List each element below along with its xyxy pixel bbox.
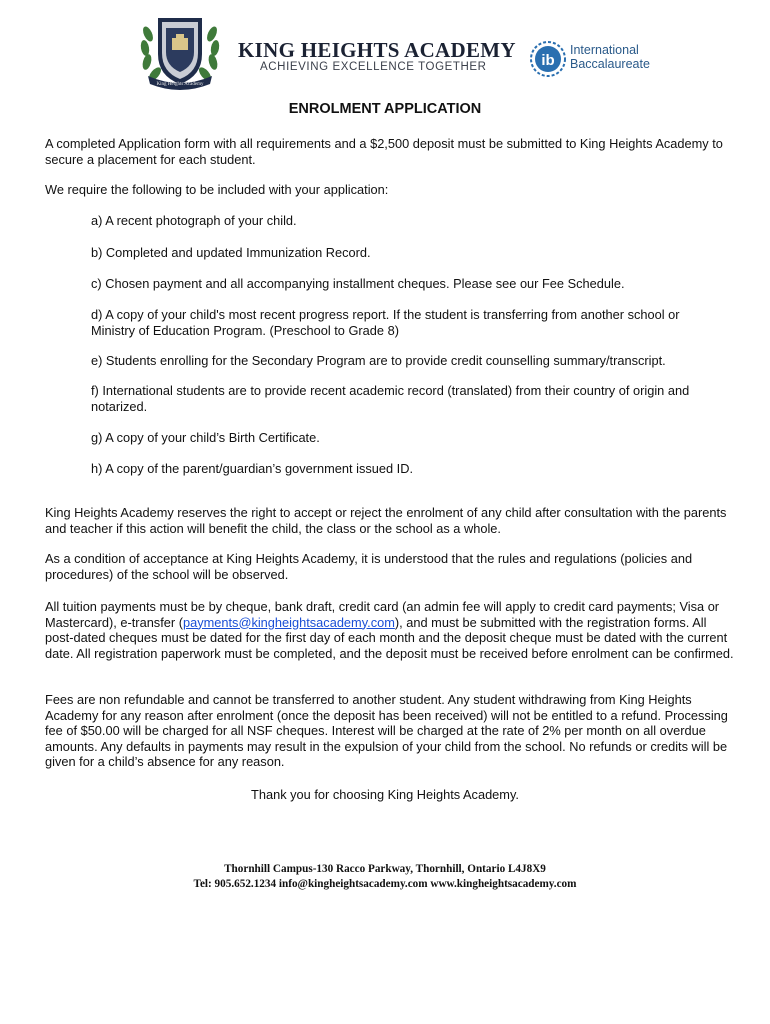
intro-paragraph: A completed Application form with all requirements and a $2,500 deposit must be submitted to King Heights Academy to secure a placement for each student. [45,136,723,167]
ib-logo-icon [529,40,567,78]
thank-you-line: Thank you for choosing King Heights Academy. [251,787,519,802]
requirement-item-e: e) Students enrolling for the Secondary Program are to provide credit counselling summary/transcript. [91,353,666,368]
school-name: KING HEIGHTS ACADEMY [238,38,516,62]
condition-paragraph: As a condition of acceptance at King Heights Academy, it is understood that the rules and regulations (policies and procedures) of the school will be observed. [45,551,693,582]
footer-line-2: Tel: 905.652.1234 info@kingheightsacademy.com www.kingheightsacademy.com [193,878,577,890]
payments-text-end: ), and must be submitted with the registration forms. All post-dated cheques must be dated for the first day of each month and the deposit cheque must be dated with the current date. All registration paperwork must be completed, and the deposit must be received before enrolment can be confirmed. [45,614,734,661]
requirement-item-b: b) Completed and updated Immunization Record. [91,245,371,260]
payments-text-start: All tuition payments must be by cheque, bank draft, credit card (an admin fee will apply to credit card payments; Visa or Mastercard), e-transfer ( [45,599,720,630]
school-crest-logo [138,14,222,90]
requirement-item-c: c) Chosen payment and all accompanying installment cheques. Please see our Fee Schedule. [91,276,625,291]
reserve-right-paragraph: King Heights Academy reserves the right to accept or reject the enrolment of any child after consultation with the parents and teacher if this action will benefit the child, the class or the school as a whole. [45,505,727,536]
fees-paragraph: Fees are non refundable and cannot be transferred to another student. Any student withdrawing from King Heights Academy for any reason after enrolment (once the deposit has been received) will not be entitled to a refund. Processing fee of $50.00 will be charged for all NSF cheques. Interest will be charged at the rate of 2% per month on all overdue amounts. Any defaults in payments may result in the expulsion of your child from the school. No refunds or credits will be given for a child’s absence for any reason. [45,692,728,769]
requirements-intro: We require the following to be included with your application: [45,182,389,197]
requirement-item-g: g) A copy of your child’s Birth Certificate. [91,430,320,445]
requirement-item-d: d) A copy of your child's most recent progress report. If the student is transferring from another school or Ministry of Education Program. (Preschool to Grade 8) [91,307,680,338]
payments-paragraph [45,599,735,661]
svg-text:ib: ib [541,52,555,69]
footer-line-1: Thornhill Campus-130 Racco Parkway, Thornhill, Ontario L4J8X9 [224,863,546,875]
requirement-item-f: f) International students are to provide recent academic record (translated) from their country of origin and notarized. [91,383,690,414]
school-tagline: ACHIEVING EXCELLENCE TOGETHER [260,61,487,73]
ib-line-2: Baccalaureate [570,57,650,71]
svg-text:King Heights Academy: King Heights Academy [156,82,204,87]
payments-email-link[interactable]: payments@kingheightsacademy.com [182,614,395,630]
ib-wordmark [570,43,650,71]
requirement-item-a: a) A recent photograph of your child. [91,213,297,228]
requirement-item-h: h) A copy of the parent/guardian’s government issued ID. [91,461,414,476]
ib-line-1: International [570,43,639,57]
footer-address [0,862,770,892]
document-title: ENROLMENT APPLICATION [288,101,482,117]
